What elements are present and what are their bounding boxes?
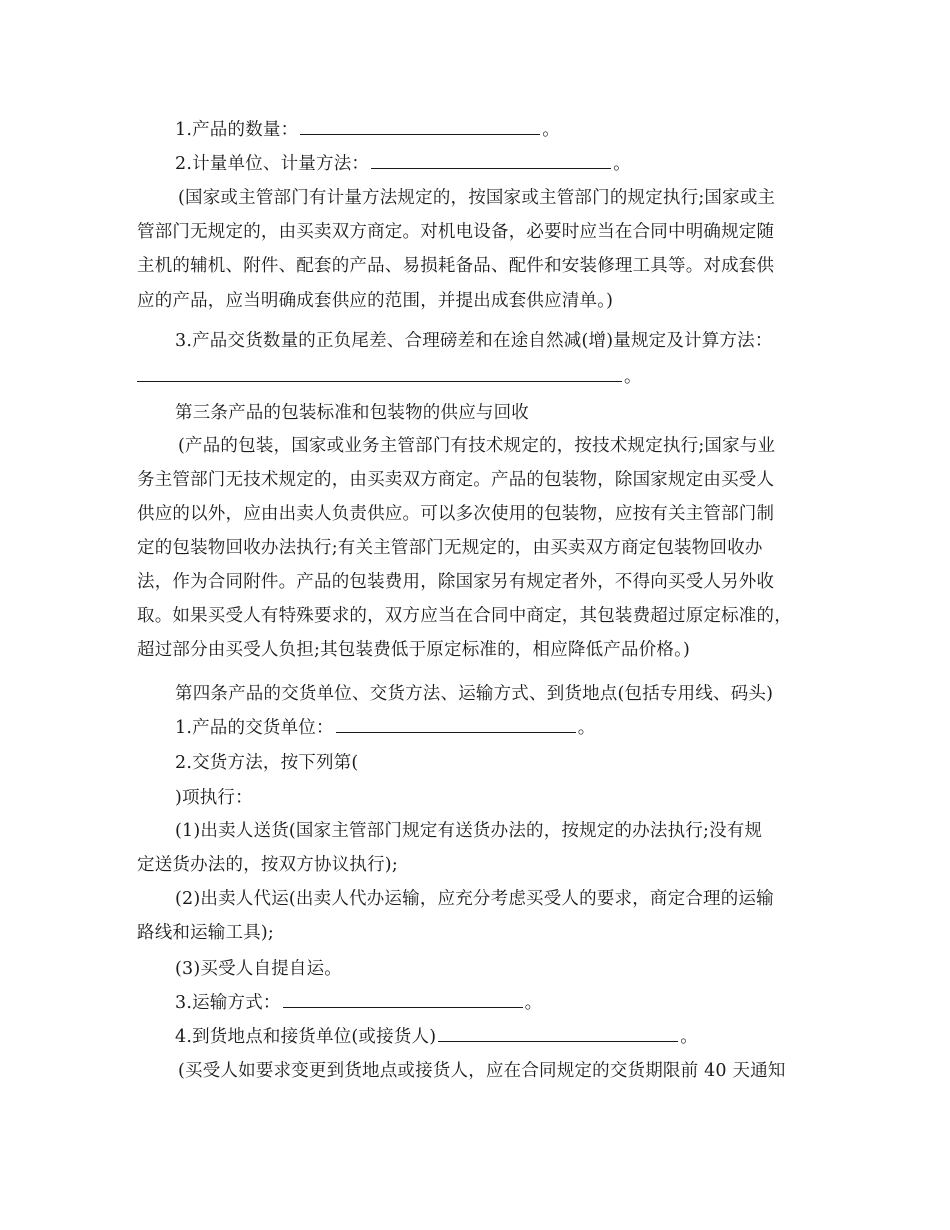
- section-heading-3: 第三条产品的包装标准和包装物的供应与回收: [175, 403, 529, 423]
- line-13: 定的包装物回收办法执行;有关主管部门无规定的，由买卖双方商定包装物回收办: [137, 538, 763, 558]
- line-27: 4.到货地点和接货单位(或接货人) 。: [175, 1019, 820, 1055]
- line-4: 管部门无规定的，由买卖双方商定。对机电设备，必要时应当在合同中明确规定随: [137, 222, 775, 242]
- line-22: 定送货办法的，按双方协议执行);: [137, 855, 398, 875]
- line-1: 1.产品的数量： 。: [175, 112, 820, 148]
- fill-in-blank[interactable]: [438, 1021, 678, 1042]
- line-11: 务主管部门无技术规定的，由买卖双方商定。产品的包装物，除国家规定由买受人: [137, 470, 775, 490]
- line-10: (产品的包装，国家或业务主管部门有技术规定的，按技术规定执行;国家与业: [178, 436, 776, 456]
- line-6: 应的产品，应当明确成套供应的范围，并提出成套供应清单。): [137, 291, 614, 311]
- line-14: 法，作为合同附件。产品的包装费用，除国家另有规定者外，不得向买受人另外收: [137, 572, 775, 592]
- line-16: 超过部分由买受人负担;其包装费低于原定标准的，相应降低产品价格。): [137, 640, 691, 660]
- fill-in-blank[interactable]: [283, 987, 523, 1008]
- line-15: 取。如果买受人有特殊要求的，双方应当在合同中商定，其包装费超过原定标准的，: [137, 606, 792, 626]
- line-12: 供应的以外，应由出卖人负责供应。可以多次使用的包装物，应按有关主管部门制: [137, 504, 775, 524]
- line-25: (3)买受人自提自运。: [175, 959, 342, 979]
- fill-in-blank[interactable]: [371, 148, 611, 169]
- line-8: 。: [137, 359, 817, 395]
- fill-in-blank[interactable]: [300, 114, 540, 135]
- line-18: 1.产品的交货单位： 。: [175, 710, 820, 746]
- fill-in-blank[interactable]: [336, 712, 576, 733]
- line-3: (国家或主管部门有计量方法规定的，按国家或主管部门的规定执行;国家或主: [178, 188, 776, 208]
- line-5: 主机的辅机、附件、配套的产品、易损耗备品、配件和安装修理工具等。对成套供: [137, 256, 775, 276]
- section-heading-4: 第四条产品的交货单位、交货方法、运输方式、到货地点(包括专用线、码头): [175, 684, 774, 704]
- line-24: 路线和运输工具);: [137, 923, 275, 943]
- fill-in-blank[interactable]: [137, 361, 622, 382]
- line-28: (买受人如要求变更到货地点或接货人，应在合同规定的交货期限前 40 天通知: [178, 1061, 786, 1081]
- line-7: 3.产品交货数量的正负尾差、合理磅差和在途自然减(增)量规定及计算方法：: [175, 331, 773, 351]
- line-23: (2)出卖人代运(出卖人代办运输，应充分考虑买受人的要求，商定合理的运输: [175, 889, 774, 909]
- line-20: )项执行：: [175, 788, 253, 808]
- line-26: 3.运输方式： 。: [175, 985, 820, 1021]
- line-19: 2.交货方法，按下列第(: [175, 753, 359, 773]
- line-2: 2.计量单位、计量方法： 。: [175, 146, 820, 182]
- line-21: (1)出卖人送货(国家主管部门规定有送货办法的，按规定的办法执行;没有规: [175, 821, 763, 841]
